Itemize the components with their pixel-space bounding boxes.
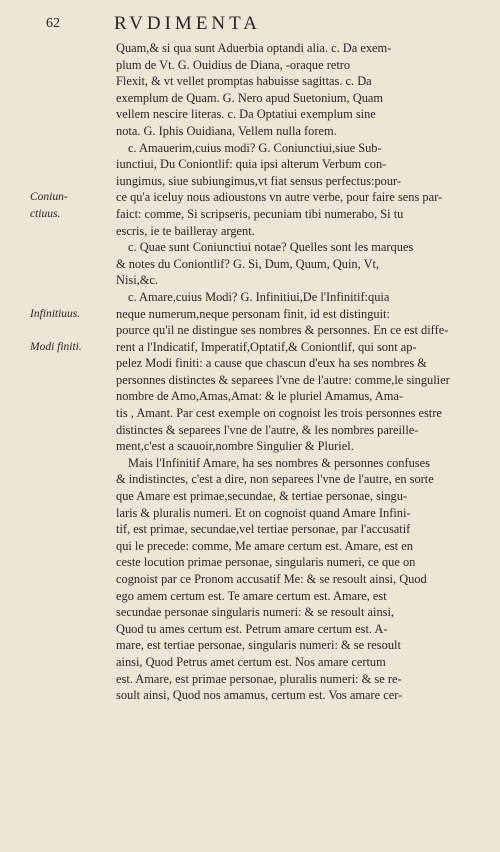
text-line: pource qu'il ne distingue ses nombres & personnes. En ce est diffe- — [116, 323, 449, 338]
text-line: neque numerum,neque personam finit, id est distinguit: — [116, 306, 390, 321]
text-line: c. Amare,cuius Modi? G. Infinitiui,De l'Infinitif:quia — [128, 289, 390, 304]
margin-note: Infinitiuus. — [30, 307, 81, 320]
text-line: tif, est primae, secundae,vel tertiae personae, par l'accusatif — [116, 522, 411, 537]
text-line: iungimus, siue subiungimus,vt fiat sensus perfectus:pour- — [116, 173, 402, 188]
margin-note: Modi finiti. — [30, 340, 82, 353]
text-line: laris & pluralis numeri. Et on cognoist quand Amare Infini- — [116, 505, 411, 520]
running-title: RVDIMENTA — [114, 13, 261, 34]
text-line: nombre de Amo,Amas,Amat: & le pluriel Amamus, Ama- — [116, 389, 404, 404]
text-line: iunctiui, Du Coniontlif: quia ipsi alterum Verbum con- — [116, 157, 387, 172]
margin-note: ctiuus. — [30, 208, 61, 220]
text-line: pelez Modi finiti: a cause que chascun d'eux ha ses nombres & — [116, 356, 427, 371]
page-header — [0, 12, 500, 36]
text-line: vellem nescire literas. c. Da Optatiui exemplum sine — [116, 107, 376, 122]
text-line: soult ainsi, Quod nos amamus, certum est. Vos amare cer- — [116, 688, 403, 703]
text-line: personnes distinctes & separees l'vne de l'autre: comme,le singulier — [116, 372, 450, 387]
text-line: & notes du Coniontlif? G. Si, Dum, Quum, Quin, Vt, — [116, 256, 380, 271]
text-line: qui le precede: comme, Me amare certum est. Amare, est en — [116, 538, 413, 553]
text-line: que Amare est primae,secundae, & tertiae personae, singu- — [116, 489, 408, 504]
text-line: tis , Amant. Par cest exemple on cognoist les trois personnes estre — [116, 406, 442, 421]
text-line: escris, ie te bailleray argent. — [116, 223, 255, 238]
text-line: faict: comme, Si scripseris, pecuniam tibi numerabo, Si tu — [116, 206, 404, 221]
text-line: nota. G. Iphis Ouidiana, Vellem nulla forem. — [116, 123, 337, 138]
text-line: exemplum de Quam. G. Nero apud Suetonium, Quam — [116, 90, 384, 105]
text-line: c. Quae sunt Coniunctiui notae? Quelles sont les marques — [128, 240, 414, 255]
text-line: Nisi,&c. — [116, 273, 158, 288]
margin-note: Coniun- — [30, 191, 68, 204]
text-line: mare, est tertiae personae, singularis numeri: & se resoult — [116, 638, 401, 653]
body-text — [116, 40, 480, 704]
text-line: Flexit, & vt vellet promptas habuisse sagittas. c. Da — [116, 74, 372, 89]
text-line: Mais l'Infinitif Amare, ha ses nombres & personnes confuses — [128, 455, 430, 470]
text-line: distinctes & separees l'vne de l'autre, & les nombres pareille- — [116, 422, 419, 437]
text-line: secundae personae singularis numeri: & se resoult ainsi, — [116, 605, 395, 620]
page-number: 62 — [46, 16, 60, 31]
text-line: plum de Vt. G. Ouidius de Diana, -oraque retro — [116, 57, 351, 72]
text-line: Quod tu ames certum est. Petrum amare certum est. A- — [116, 621, 388, 636]
text-line: ce qu'a iceluy nous adioustons vn autre verbe, pour faire sens par- — [116, 190, 443, 205]
text-line: rent a l'Indicatif, Imperatif,Optatif,& Coniontlif, qui sont ap- — [116, 339, 417, 354]
text-line: ment,c'est a scauoir,nombre Singulier & Pluriel. — [116, 439, 354, 454]
text-line: c. Amauerim,cuius modi? G. Coniunctiui,siue Sub- — [128, 140, 382, 155]
text-line: Quam,& si qua sunt Aduerbia optandi alia. c. Da exem- — [116, 41, 392, 55]
text-line: est. Amare, est primae personae, pluralis numeri: & se re- — [116, 671, 402, 686]
text-line: ainsi, Quod Petrus amet certum est. Nos amare certum — [116, 654, 386, 669]
text-line: ego amem certum est. Te amare certum est. Amare, est — [116, 588, 387, 603]
text-line: ceste locution primae personae, singularis numeri, ce que on — [116, 555, 416, 570]
text-line: cognoist par ce Pronom accusatif Me: & se resoult ainsi, Quod — [116, 572, 427, 586]
text-line: & indistinctes, c'est a dire, non separees l'vne de l'autre, en sorte — [116, 472, 434, 487]
